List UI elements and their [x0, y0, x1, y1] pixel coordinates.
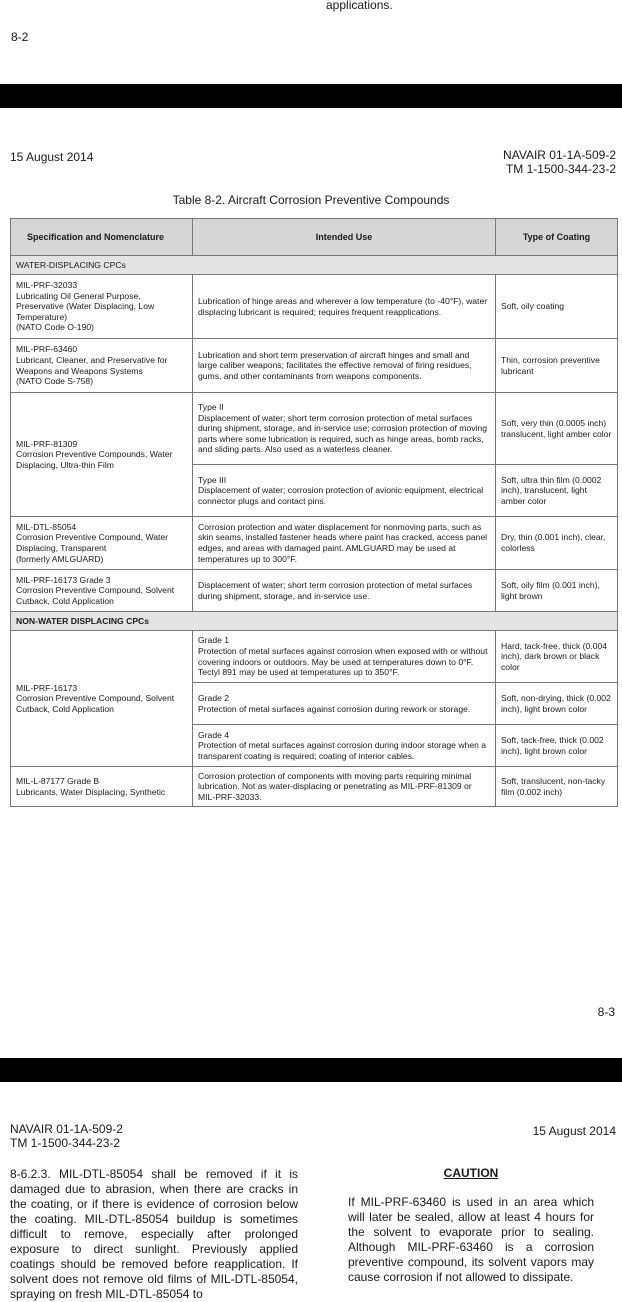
spec-cell: MIL-PRF-63460 Lubricant, Cleaner, and Preservative for Weapons and Weapons Systems (NATO Code S-758)	[11, 339, 193, 393]
spec-cell: MIL-PRF-81309 Corrosion Preventive Compounds, Water Displacing, Ultra-thin Film	[11, 393, 193, 517]
section-label-water-displacing: WATER-DISPLACING CPCs	[11, 256, 618, 275]
use-cell: Corrosion protection and water displacement for nonmoving parts, such as skin seams, installed fastener heads where paint has cracked, access panel edges, and areas with damaged paint. AMLGUARD may be used at temperatures up to 300°F.	[193, 517, 496, 570]
coating-cell: Soft, non-drying, thick (0.002 inch), light brown color	[496, 683, 618, 725]
coating-cell: Dry, thin (0.001 inch), clear, colorless	[496, 517, 618, 570]
coating-cell: Soft, oily film (0.001 inch), light brown	[496, 570, 618, 612]
use-cell: Lubrication of hinge areas and wherever a low temperature (to -40°F), water displacing lubricant is required; requires frequent reapplications.	[193, 275, 496, 339]
use-cell: Grade 2 Protection of metal surfaces against corrosion during rework or storage.	[193, 683, 496, 725]
coating-cell: Soft, tack-free, thick (0.002 inch), light brown color	[496, 725, 618, 767]
use-cell: Lubrication and short term preservation of aircraft hinges and small and large caliber weapons; facilitates the effective removal of firing residues, gums, and other contaminants from weapons components.	[193, 339, 496, 393]
next-page-document-number	[10, 1122, 123, 1150]
coating-cell: Thin, corrosion preventive lubricant	[496, 339, 618, 393]
paragraph-8-6-2-3: 8-6.2.3. MIL-DTL-85054 shall be removed if it is damaged due to abrasion, when there are cracks in the coating, or if there is evidence of corrosion below the coating. MIL-DTL-85054 buildup is sometimes difficult to remove, especially after prolonged exposure to direct sunlight. Previously applied coatings should be removed before reapplication. If solvent does not remove old films of MIL-DTL-85054, spraying on fresh MIL-DTL-85054 to	[10, 1167, 298, 1301]
page-break-bar	[0, 1058, 622, 1082]
caution-text: If MIL-PRF-63460 is used in an area which will later be sealed, allow at least 4 hours for the solvent to evaporate prior to sealing. Although MIL-PRF-63460 is a corrosion preventive compound, its solvent vapors may cause corrosion if not allowed to dissipate.	[348, 1195, 594, 1284]
table-row	[11, 517, 618, 570]
section-row-non-water-displacing	[11, 612, 618, 631]
use-cell: Type II Displacement of water; short term corrosion protection of metal surfaces during shipment, storage, and in-service use; corrosion protection of moving parts where some lubrication is required, such as hinge areas, bomb racks, and sliding parts. Also used as a waterless cleaner.	[193, 393, 496, 465]
spec-cell: MIL-DTL-85054 Corrosion Preventive Compound, Water Displacing, Transparent (formerly AMLGUARD)	[11, 517, 193, 570]
coating-cell: Soft, translucent, non-tacky film (0.002 inch)	[496, 767, 618, 807]
table-row	[11, 570, 618, 612]
coating-cell: Soft, ultra thin film (0.0002 inch), translucent, light amber color	[496, 465, 618, 517]
section-label-non-water-displacing: NON-WATER DISPLACING CPCs	[11, 612, 618, 631]
spec-cell: MIL-L-87177 Grade B Lubricants, Water Displacing, Synthetic	[11, 767, 193, 807]
use-cell: Displacement of water; short term corrosion protection of metal surfaces during shipment, storage, and in-service use.	[193, 570, 496, 612]
header-intended-use: Intended Use	[193, 219, 496, 256]
section-row-water-displacing	[11, 256, 618, 275]
next-page-date: 15 August 2014	[532, 1124, 616, 1138]
table-header-row	[11, 219, 618, 256]
coating-cell: Soft, oily coating	[496, 275, 618, 339]
document-number	[503, 148, 616, 176]
page-number-8-2: 8-2	[11, 30, 29, 44]
previous-page-tail-text: applications.	[326, 0, 393, 12]
spec-cell: MIL-PRF-16173 Grade 3 Corrosion Preventive Compound, Solvent Cutback, Cold Application	[11, 570, 193, 612]
spec-cell: MIL-PRF-32033 Lubricating Oil General Purpose, Preservative (Water Displacing, Low Temperature) (NATO Code O-190)	[11, 275, 193, 339]
caution-heading: CAUTION	[443, 1166, 499, 1180]
use-cell: Corrosion protection of components with moving parts requiring minimal lubrication. Not as water-displacing or penetrating as MIL-PRF-81309 or MIL-PRF-32033.	[193, 767, 496, 807]
table-row	[11, 767, 618, 807]
tm-number: TM 1-1500-344-23-2	[10, 1136, 121, 1150]
coating-cell: Hard, tack-free, thick (0.004 inch), dark brown or black color	[496, 631, 618, 683]
navair-number: NAVAIR 01-1A-509-2	[503, 148, 616, 162]
use-cell: Grade 1 Protection of metal surfaces against corrosion when exposed with or without covering indoors or outdoors. May be used at temperatures down to 0°F. Tectyl 891 may be used at temperatures up to 350°F.	[193, 631, 496, 683]
tm-number: TM 1-1500-344-23-2	[505, 162, 616, 176]
coating-cell: Soft, very thin (0.0005 inch) translucent, light amber color	[496, 393, 618, 465]
header-specification: Specification and Nomenclature	[11, 219, 193, 256]
table-row	[11, 275, 618, 339]
table-row	[11, 339, 618, 393]
spec-cell: MIL-PRF-16173 Corrosion Preventive Compound, Solvent Cutback, Cold Application	[11, 631, 193, 767]
page-number-8-3: 8-3	[597, 1005, 615, 1019]
table-row	[11, 631, 618, 683]
header-type-of-coating: Type of Coating	[496, 219, 618, 256]
use-cell: Grade 4 Protection of metal surfaces against corrosion during indoor storage when a transparent coating is required; coating of interior cables.	[193, 725, 496, 767]
page-date: 15 August 2014	[10, 150, 94, 164]
navair-number: NAVAIR 01-1A-509-2	[10, 1122, 123, 1136]
use-cell: Type III Displacement of water; corrosion protection of avionic equipment, electrical connector plugs and contact pins.	[193, 465, 496, 517]
table-title: Table 8-2. Aircraft Corrosion Preventive Compounds	[172, 193, 450, 207]
corrosion-compounds-table	[10, 218, 618, 807]
table-row	[11, 393, 618, 465]
page-break-bar	[0, 84, 622, 108]
